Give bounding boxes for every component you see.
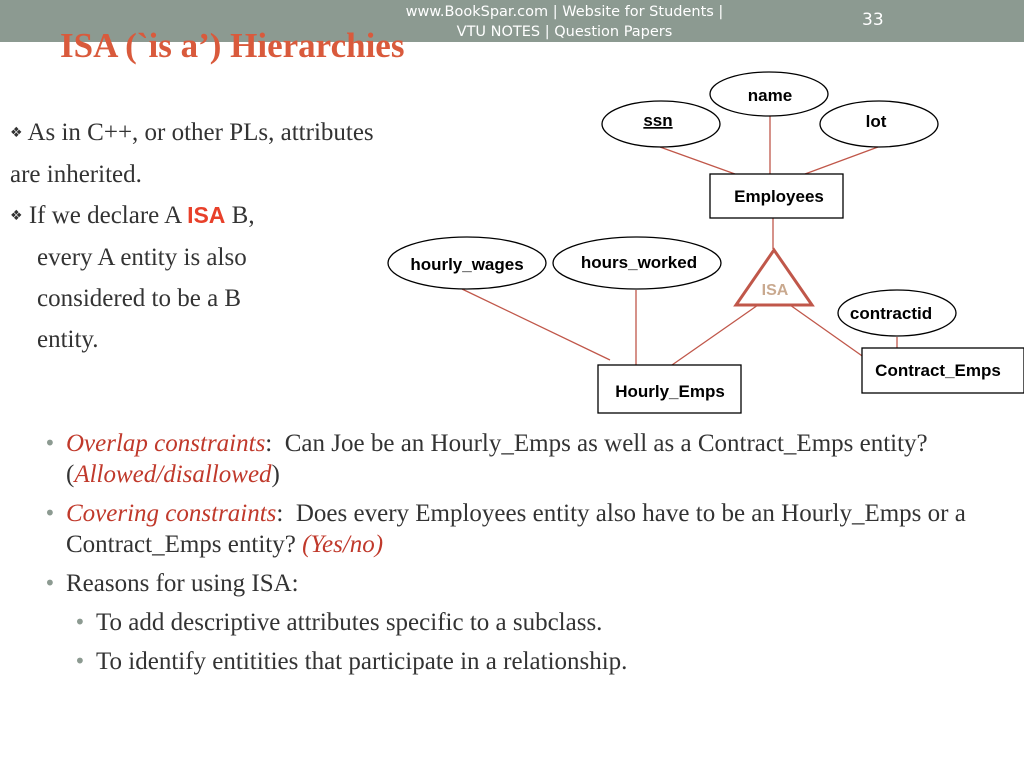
- attr-name: [710, 72, 828, 116]
- bullet-dot-icon: •: [44, 431, 56, 455]
- covering-label: Covering constraints: [66, 500, 277, 527]
- entity-contract-emps: [862, 348, 1024, 393]
- attr-name-label: name: [747, 86, 793, 105]
- bottom-bullets: [44, 428, 1004, 685]
- bullet-covering: [44, 498, 1004, 560]
- attr-ssn: [602, 101, 720, 147]
- sub-bullet-1-text: To add descriptive attributes specific to a subclass.: [96, 609, 603, 636]
- isa-triangle: [736, 250, 812, 305]
- diamond-bullet-icon: ❖: [10, 208, 23, 224]
- slide-number: 33: [862, 10, 884, 30]
- attr-contractid: [838, 290, 956, 336]
- sub-bullet-2-text: To identify entitities that participate in a relationship.: [96, 648, 628, 675]
- entity-employees: [710, 174, 843, 218]
- isa-keyword: ISA: [187, 202, 226, 228]
- overlap-paren-open: (: [66, 461, 75, 488]
- slide-title: ISA (`is a’) Hierarchies: [60, 26, 405, 65]
- reasons-text: Reasons for using ISA:: [66, 570, 299, 597]
- sub-bullet-attributes: [74, 607, 1004, 638]
- entity-hourly-emps: [598, 365, 741, 413]
- attr-lot-label: lot: [865, 112, 887, 131]
- left-bullet-2-line2: every A entity is also: [37, 244, 247, 271]
- attr-contractid-label: contractid: [849, 304, 933, 323]
- left-bullet-1-text: As in C++, or other PLs, attributes are inherited.: [10, 119, 374, 188]
- overlap-text: Can Joe be an Hourly_Emps as well as a Contract_Emps entity?: [284, 430, 928, 457]
- line-hourlywages-hourly: [462, 289, 610, 360]
- attr-lot: [820, 101, 938, 147]
- bullet-dot-icon: •: [74, 649, 86, 673]
- left-bullet-2-suffix: B,: [231, 202, 255, 229]
- site-watermark-text: www.BookSpar.com | Website for Students | VTU NOTES | Question Papers: [405, 4, 724, 40]
- bullet-reasons: [44, 568, 1004, 599]
- left-bullet-2-text: If we declare A: [28, 202, 181, 229]
- overlap-answer: Allowed/disallowed: [74, 461, 272, 488]
- attr-ssn-label: ssn: [643, 111, 673, 130]
- sub-bullet-relationship: [74, 646, 1004, 677]
- entity-hourly-emps-label: Hourly_Emps: [615, 382, 725, 401]
- covering-colon: :: [276, 500, 284, 527]
- overlap-paren-close: ): [271, 461, 280, 488]
- bullet-dot-icon: •: [74, 610, 86, 634]
- covering-answer: (Yes/no): [302, 531, 384, 558]
- line-ssn-employees: [660, 147, 735, 174]
- left-bullet-2-line3: considered to be a B: [37, 285, 242, 312]
- line-isa-hourly: [672, 305, 758, 365]
- diamond-bullet-icon: ❖: [10, 125, 23, 141]
- line-lot-employees: [805, 147, 878, 174]
- attr-hours-worked: [553, 237, 721, 289]
- left-bullet-2-line4: entity.: [37, 326, 99, 353]
- overlap-label: Overlap constraints: [66, 430, 266, 457]
- isa-triangle-label: ISA: [761, 282, 789, 299]
- entity-employees-label: Employees: [734, 187, 824, 206]
- bullet-dot-icon: •: [44, 571, 56, 595]
- overlap-colon: :: [265, 430, 273, 457]
- attr-hours-worked-label: hours_worked: [580, 253, 698, 272]
- bullet-overlap: [44, 428, 1004, 490]
- attr-hourly-wages-label: hourly_wages: [410, 255, 524, 274]
- entity-contract-emps-label: Contract_Emps: [875, 361, 1001, 380]
- attr-hourly-wages: [388, 237, 546, 289]
- covering-text: Does every Employees entity also have to be an Hourly_Emps or a Contract_Emps entity?: [66, 500, 966, 558]
- bullet-dot-icon: •: [44, 501, 56, 525]
